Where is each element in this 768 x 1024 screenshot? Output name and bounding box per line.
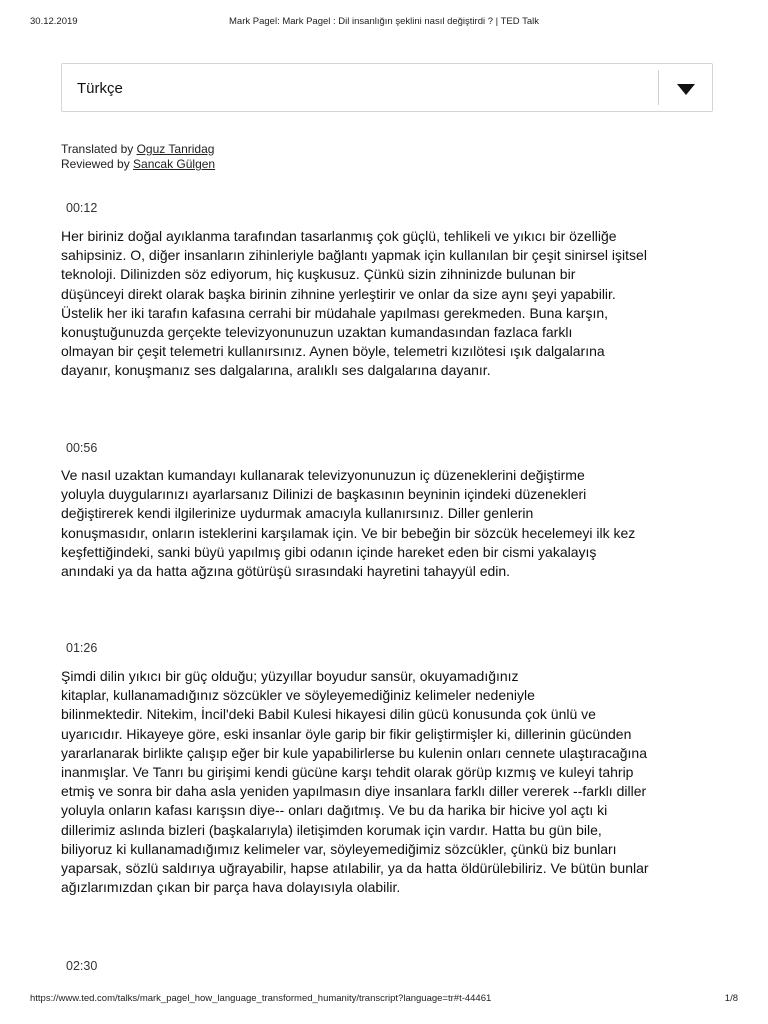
transcript-line: keşfettiğindeki, sanki büyü yapılmış gibi odanın içinde hareket eden bir cismi yakalayış: [61, 543, 597, 560]
transcript-line: yoluyla onların kafası karışsın diye-- onları dağıtmış. Ve bu da harika bir hicive yol açtı ki: [61, 802, 608, 819]
print-header: [30, 16, 738, 30]
print-footer: [30, 993, 738, 1007]
transcript-paragraph[interactable]: [61, 466, 701, 581]
translation-credits: [61, 142, 215, 172]
transcript-paragraph[interactable]: [61, 667, 701, 897]
reviewed-by-line: [61, 157, 215, 172]
print-page-title: Mark Pagel: Mark Pagel : Dil insanlığın şeklini nasıl değiştirdi ? | TED Talk: [229, 16, 539, 27]
transcript-line: Ve nasıl uzaktan kumandayı kullanarak televizyonunuzun iç düzeneklerini değiştirme: [61, 467, 585, 483]
timestamp-link[interactable]: 00:12: [66, 201, 98, 215]
transcript-line: değiştirerek kendi ilgilerinize uydurmak amacıyla kullanırsınız. Diller genlerin: [61, 505, 534, 522]
print-date: 30.12.2019: [30, 16, 78, 27]
timestamp-link[interactable]: 01:26: [66, 641, 98, 655]
timestamp-link[interactable]: 00:56: [66, 441, 98, 455]
transcript-line: etmiş ve sonra bir daha asla yeniden yapılmasın diye insanlara farklı diller vererek --farklı diller: [61, 783, 647, 800]
language-select-divider: [658, 70, 659, 105]
reviewed-by-label: Reviewed by: [61, 157, 134, 171]
print-page-number: 1/8: [724, 993, 738, 1004]
transcript-line: bilinmektedir. Nitekim, İncil'deki Babil Kulesi hikayesi dilin gücü konusunda çok ünlü ve: [61, 706, 596, 723]
print-url: https://www.ted.com/talks/mark_pagel_how_language_transformed_humanity/transcript?language=tr#t-44461: [30, 993, 492, 1004]
transcript-line: Her biriniz doğal ayıklanma tarafından tasarlanmış çok güçlü, tehlikeli ve yıkıcı bir özelliğe: [61, 228, 617, 244]
language-select[interactable]: [61, 63, 713, 112]
transcript-line: Şimdi dilin yıkıcı bir güç olduğu; yüzyıllar boyudur sansür, okuyamadığınız: [61, 668, 519, 684]
reviewer-link[interactable]: Sancak Gülgen: [133, 157, 216, 171]
transcript-paragraph[interactable]: [61, 227, 701, 381]
transcript-line: ağızlarımızdan çıkan bir parça hava dolayısıyla olabilir.: [61, 879, 401, 896]
transcript-line: dayanır, konuşmanız ses dalgalarına, aralıklı ses dalgalarına dayanır.: [61, 362, 491, 379]
transcript-line: sahipsiniz. O, diğer insanların zihinleriyle bağlantı yapmak için kullanılan bir çeşit sinirsel işitsel: [61, 247, 647, 264]
transcript-line: inanmışlar. Ve Tanrı bu girişimi kendi gücüne karşı tehdit olarak görüp kızmış ve kuleyi tahrip: [61, 764, 634, 781]
transcript-line: yaparsak, sözlü saldırıya uğrayabilir, hapse atılabilir, ya da hatta öldürülebiliriz. Ve bütün bunlar: [61, 860, 649, 877]
transcript-line: dillerimiz aslında bizleri (başkalarıyla) iletişimden korumak için vardır. Hatta bu gün bile,: [61, 821, 602, 838]
transcript-line: yararlanarak birlikte çalışıp eğer bir kule yapabilirlerse bu kulenin onları cennete ulaştıracağına: [61, 744, 647, 761]
transcript-line: anındaki ya da hatta ağzına götürüşü sırasındaki hayretini tahayyül edin.: [61, 563, 511, 580]
transcript-line: teknoloji. Dilinizden söz ediyorum, hiç kuşkusuz. Çünkü sizin zihninizde bulunan bir: [61, 266, 576, 283]
transcript-line: yoluyla duygularınızı ayarlarsanız Dilinizi de başkasının beyninin içindeki düzenekleri: [61, 486, 587, 503]
transcript-line: uyarıcıdır. Hikayeye göre, eski insanlar öyle garip bir fikir geliştirmişler ki, dillerinin gücünden: [61, 725, 632, 742]
translated-by-label: Translated by: [61, 142, 137, 156]
transcript-line: düşünceyi direkt olarak başka birinin zihnine yerleştirir ve onlar da size aynı şeyi yapabilir.: [61, 285, 616, 302]
translator-link[interactable]: Oguz Tanridag: [136, 142, 215, 156]
transcript-line: kitaplar, kullanamadığınız sözcükler ve söyleyemediğiniz kelimeler nedeniyle: [61, 687, 535, 704]
chevron-down-icon[interactable]: [677, 84, 695, 95]
translated-by-line: [61, 142, 215, 157]
transcript-line: olmayan bir çeşit telemetri kullanırsınız. Aynen böyle, telemetri kızılötesi ışık dalgalarına: [61, 343, 605, 360]
transcript-line: konuşmasıdır, onların isteklerini karşılamak için. Ve bir bebeğin bir sözcük hecelemeyi ilk kez: [61, 524, 636, 541]
transcript-line: konuştuğunuzda gerçekte televizyonunuzun uzaktan kumandasından fazlaca farklı: [61, 324, 573, 341]
transcript-line: biliyoruz ki kullanamadığımız kelimeler var, söyleyemediğimiz sözcükler, çünkü biz bunları: [61, 840, 617, 857]
timestamp-link[interactable]: 02:30: [66, 959, 98, 973]
transcript-line: Üstelik her iki tarafın kafasına cerrahi bir müdahale yapılması gerekmeden. Buna karşın,: [61, 304, 609, 321]
language-select-value: Türkçe: [77, 80, 123, 97]
